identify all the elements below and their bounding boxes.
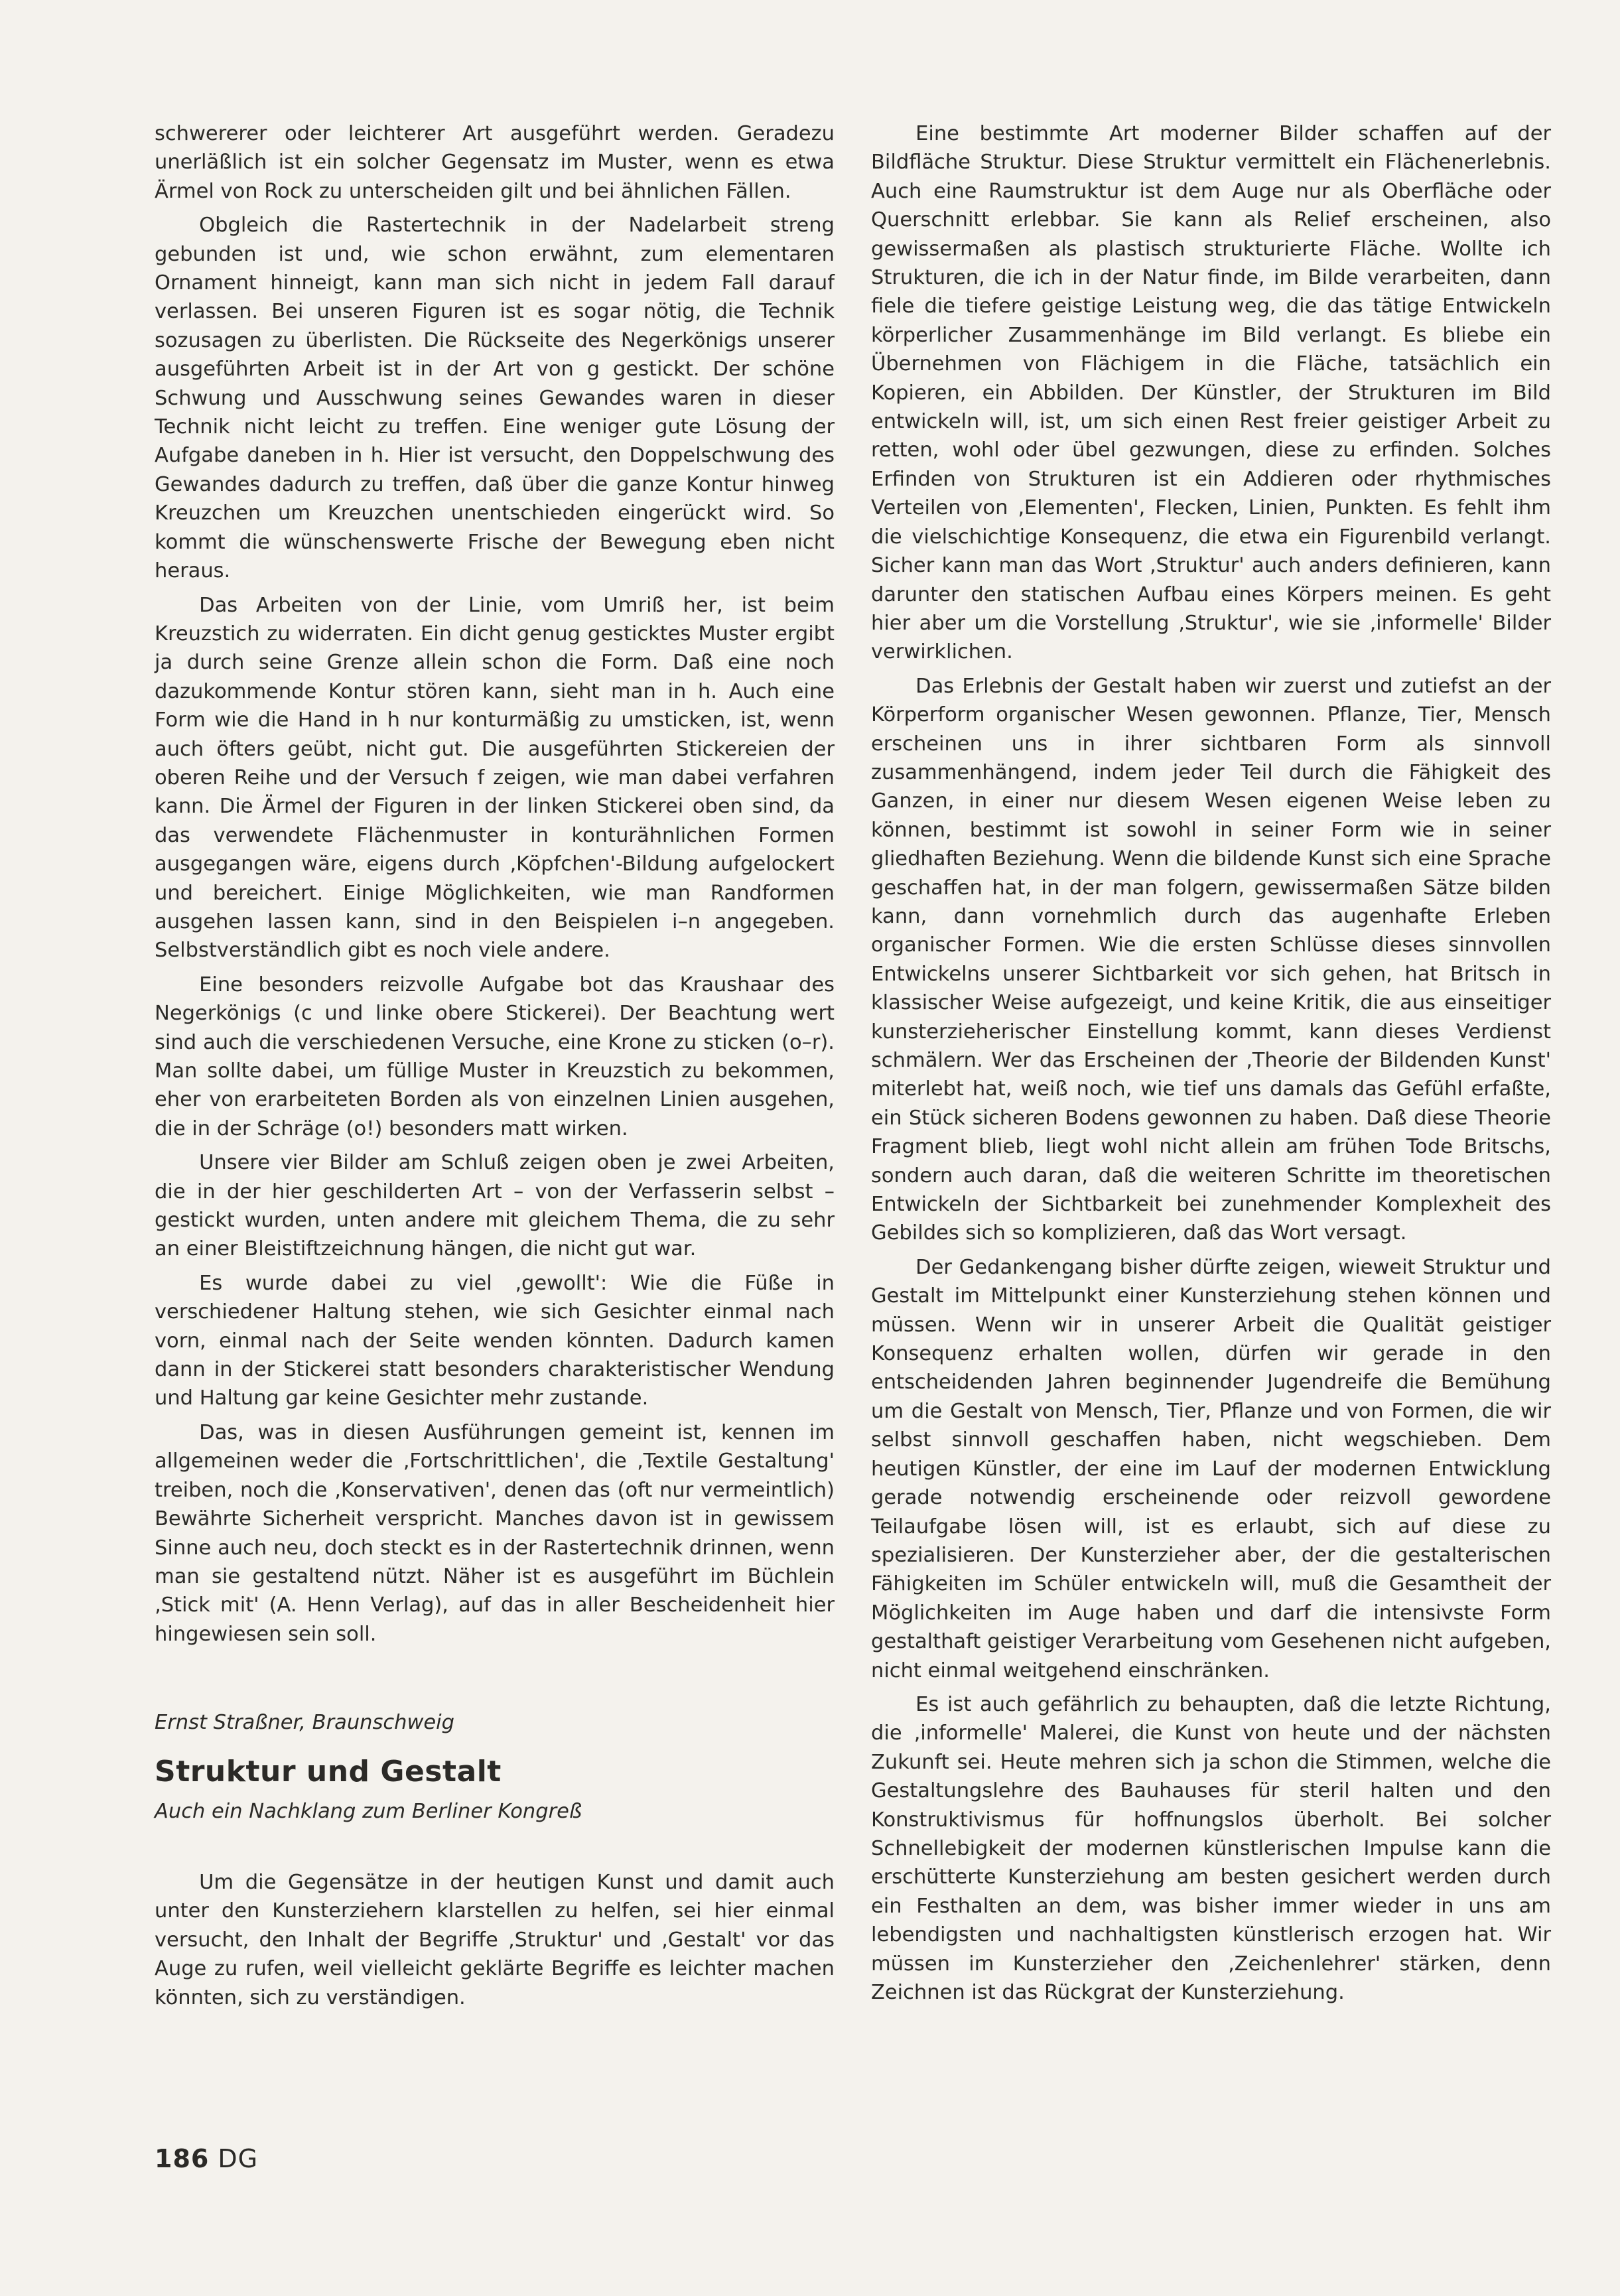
body-paragraph: schwererer oder leichterer Art ausgeführt werden. Geradezu unerläßlich ist ein solcher Gegensatz im Muster, wenn es etwa Ärmel von Rock zu unterscheiden gilt und bei ähnlichen Fällen.: [155, 122, 835, 203]
right-column: [871, 119, 1551, 2007]
body-paragraph: Das Arbeiten von der Linie, vom Umriß her, ist beim Kreuzstich zu widerraten. Ein dicht genug gesticktes Muster ergibt ja durch seine Grenze allein schon die Form. Daß eine noch dazukommende Kontur stören kann, sieht man in h. Auch eine Form wie die Hand in h nur konturmäßig zu umsticken, ist, wenn auch öfters geübt, nicht gut. Die ausgeführten Stickereien der oberen Reihe und der Versuch f zeigen, wie man dabei verfahren kann. Die Ärmel der Figuren in der linken Stickerei oben sind, da das verwendete Flächenmuster in konturähnlichen Formen ausgegangen wäre, eigens durch ‚Köpfchen'-Bildung aufgelockert und bereichert. Einige Möglichkeiten, wie man Randformen ausgehen lassen kann, sind in den Beispielen i–n angegeben. Selbstverständlich gibt es noch viele andere.: [155, 593, 835, 963]
body-paragraph: Der Gedankengang bisher dürfte zeigen, wieweit Struktur und Gestalt im Mittelpunkt einer Kunsterziehung stehen können und müssen. Wenn wir in unserer Arbeit die Qualität geistiger Konsequenz erhalten wollen, dürfen wir gerade in den entscheidenden Jahren beginnender Jugendreife die Bemühung um die Gestalt von Mensch, Tier, Pflanze und von Formen, die wir selbst sinnvoll geschaffen haben, nicht wegschieben. Dem heutigen Künstler, der eine im Lauf der modernen Entwicklung gerade notwendig erscheinende oder reizvoll gewordene Teilaufgabe lösen will, ist es erlaubt, sich auf diese zu spezialisieren. Der Kunsterzieher aber, der die gestalterischen Fähigkeiten im Schüler entwickeln will, muß die Gesamtheit der Möglichkeiten im Auge haben und darf die intensivste Form gestalthaft geistiger Verarbeitung vom Gesehenen nicht aufgeben, nicht einmal weitgehend einschränken.: [871, 1255, 1551, 1682]
body-paragraph: Es wurde dabei zu viel ‚gewollt': Wie die Füße in verschiedener Haltung stehen, wie sich Gesichter einmal nach vorn, einmal nach der Seite wenden könnten. Dadurch kamen dann in der Stickerei statt besonders charakteristischer Wendung und Haltung gar keine Gesichter mehr zustande.: [155, 1271, 835, 1410]
article-byline: Ernst Straßner, Braunschweig: [155, 1711, 455, 1735]
body-paragraph: Das, was in diesen Ausführungen gemeint ist, kennen im allgemeinen weder die ‚Fortschrittlichen', die ‚Textile Gestaltung' treiben, noch die ‚Konservativen', denen das (oft nur vermeintlich) Bewährte Sicherheit verspricht. Manches davon ist in gewissem Sinne auch neu, doch steckt es in der Rastertechnik drinnen, wenn man sie gestaltend nützt. Näher ist es ausgeführt im Büchlein ‚Stick mit' (A. Henn Verlag), auf das in aller Bescheidenheit hier hingewiesen sein soll.: [155, 1420, 835, 1646]
page-folio: [155, 2144, 258, 2173]
body-paragraph: Es ist auch gefährlich zu behaupten, daß die letzte Richtung, die ‚informelle' Malerei, die Kunst von heute und der nächsten Zukunft sei. Heute mehren sich ja schon die Stimmen, welche die Gestaltungslehre des Bauhauses für steril halten und den Konstruktivismus für hoffnungslos überholt. Bei solcher Schnellebigkeit der modernen künstlerischen Impulse kann die erschütterte Kunsterziehung am besten gesichert werden durch ein Festhalten an dem, was bisher immer wieder in uns am lebendigsten und nachhaltigsten künstlerisch erzogen hat. Wir müssen im Kunsterzieher den ‚Zeichenlehrer' stärken, denn Zeichnen ist das Rückgrat der Kunsterziehung.: [871, 1692, 1551, 2004]
left-column: [155, 119, 835, 2012]
body-paragraph: Obgleich die Rastertechnik in der Nadelarbeit streng gebunden ist und, wie schon erwähnt, zum elementaren Ornament hinneigt, kann man sich nicht in jedem Fall darauf verlassen. Bei unseren Figuren ist es sogar nötig, die Technik sozusagen zu überlisten. Die Rückseite des Negerkönigs unserer ausgeführten Arbeit ist in der Art von g gestickt. Der schöne Schwung und Ausschwung seines Gewandes waren in dieser Technik nicht leicht zu treffen. Eine weniger gute Lösung der Aufgabe daneben in h. Hier ist versucht, den Doppelschwung des Gewandes dadurch zu treffen, daß über die ganze Kontur hinweg Kreuzchen um Kreuzchen unentschieden eingerückt wird. So kommt die wünschenswerte Frische der Bewegung eben nicht heraus.: [155, 214, 835, 583]
body-paragraph: Unsere vier Bilder am Schluß zeigen oben je zwei Arbeiten, die in der hier geschilderten Art – von der Verfasserin selbst – gestickt wurden, unten andere mit gleichem Thema, die zu sehr an einer Bleistiftzeichnung hängen, die nicht gut war.: [155, 1151, 835, 1261]
article-subtitle: Auch ein Nachklang zum Berliner Kongreß: [155, 1799, 582, 1823]
body-paragraph: Eine besonders reizvolle Aufgabe bot das Kraushaar des Negerkönigs (c und linke obere Stickerei). Der Beachtung wert sind auch die verschiedenen Versuche, eine Krone zu sticken (o–r). Man sollte dabei, um füllige Muster in Kreuzstich zu bekommen, eher von erarbeiteten Borden als von einzelnen Linien ausgehen, die in der Schräge (o!) besonders matt wirken.: [155, 973, 835, 1140]
article-title: Struktur und Gestalt: [155, 1754, 502, 1789]
journal-abbrev: DG: [218, 2144, 259, 2173]
body-paragraph: Eine bestimmte Art moderner Bilder schaffen auf der Bildfläche Struktur. Diese Struktur vermittelt ein Flächenerlebnis. Auch eine Raumstruktur ist dem Auge nur als Oberfläche oder Querschnitt erlebbar. Sie kann als Relief erscheinen, also gewissermaßen als plastisch strukturierte Fläche. Wollte ich Strukturen, die ich in der Natur finde, im Bilde verarbeiten, dann fiele die tiefere geistige Leistung weg, die das tätige Entwickeln körperlicher Zusammenhänge im Bild verlangt. Es bliebe ein Übernehmen von Flächigem in die Fläche, tatsächlich ein Kopieren, ein Abbilden. Der Künstler, der Strukturen im Bild entwickeln will, ist, um sich einen Rest freier geistiger Arbeit zu retten, wohl oder übel gezwungen, diese zu erfinden. Solches Erfinden von Strukturen ist ein Addieren oder rhythmisches Verteilen von ‚Elementen', Flecken, Linien, Punkten. Es fehlt ihm die vielschichtige Konsequenz, die etwa ein Figurenbild verlangt. Sicher kann man das Wort ‚Struktur' auch anders definieren, kann darunter den statischen Aufbau eines Körpers meinen. Es geht hier aber um die Vorstellung ‚Struktur', wie sie ‚informelle' Bilder verwirklichen.: [871, 122, 1551, 664]
body-paragraph: Das Erlebnis der Gestalt haben wir zuerst und zutiefst an der Körperform organischer Wesen gewonnen. Pflanze, Tier, Mensch erscheinen uns in ihrer sichtbaren Form als sinnvoll zusammenhängend, indem jeder Teil durch die Fähigkeit des Ganzen, in einer nur diesem Wesen eigenen Weise leben zu können, bestimmt ist sowohl in seiner Form wie in seiner gliedhaften Beziehung. Wenn die bildende Kunst sich eine Sprache geschaffen hat, in der man folgern, gewissermaßen Sätze bilden kann, dann vornehmlich durch das augenhafte Erleben organischer Formen. Wie die ersten Schlüsse dieses sinnvollen Entwickelns unserer Sichtbarkeit vor sich gehen, hat Britsch in klassischer Weise aufgezeigt, und keine Kritik, die aus einseitiger kunsterzieherischer Einstellung kommt, kann dieses Verdienst schmälern. Wer das Erscheinen der ‚Theorie der Bildenden Kunst' miterlebt hat, weiß noch, wie tief uns damals das Gefühl erfaßte, ein Stück sicheren Bodens gewonnen zu haben. Daß diese Theorie Fragment blieb, liegt wohl nicht allein am frühen Tode Britschs, sondern auch daran, daß die weiteren Schritte im theoretischen Entwickeln der Sichtbarkeit bei zunehmender Komplexheit des Gebildes sich so komplizieren, daß das Wort versagt.: [871, 674, 1551, 1245]
article-intro: Um die Gegensätze in der heutigen Kunst und damit auch unter den Kunsterziehern klarstellen zu helfen, sei hier einmal versucht, den Inhalt der Begriffe ‚Struktur' und ‚Gestalt' vor das Auge zu rufen, weil vielleicht geklärte Begriffe es leichter machen könnten, sich zu verständigen.: [155, 1870, 835, 2009]
page-number: 186: [155, 2144, 210, 2173]
